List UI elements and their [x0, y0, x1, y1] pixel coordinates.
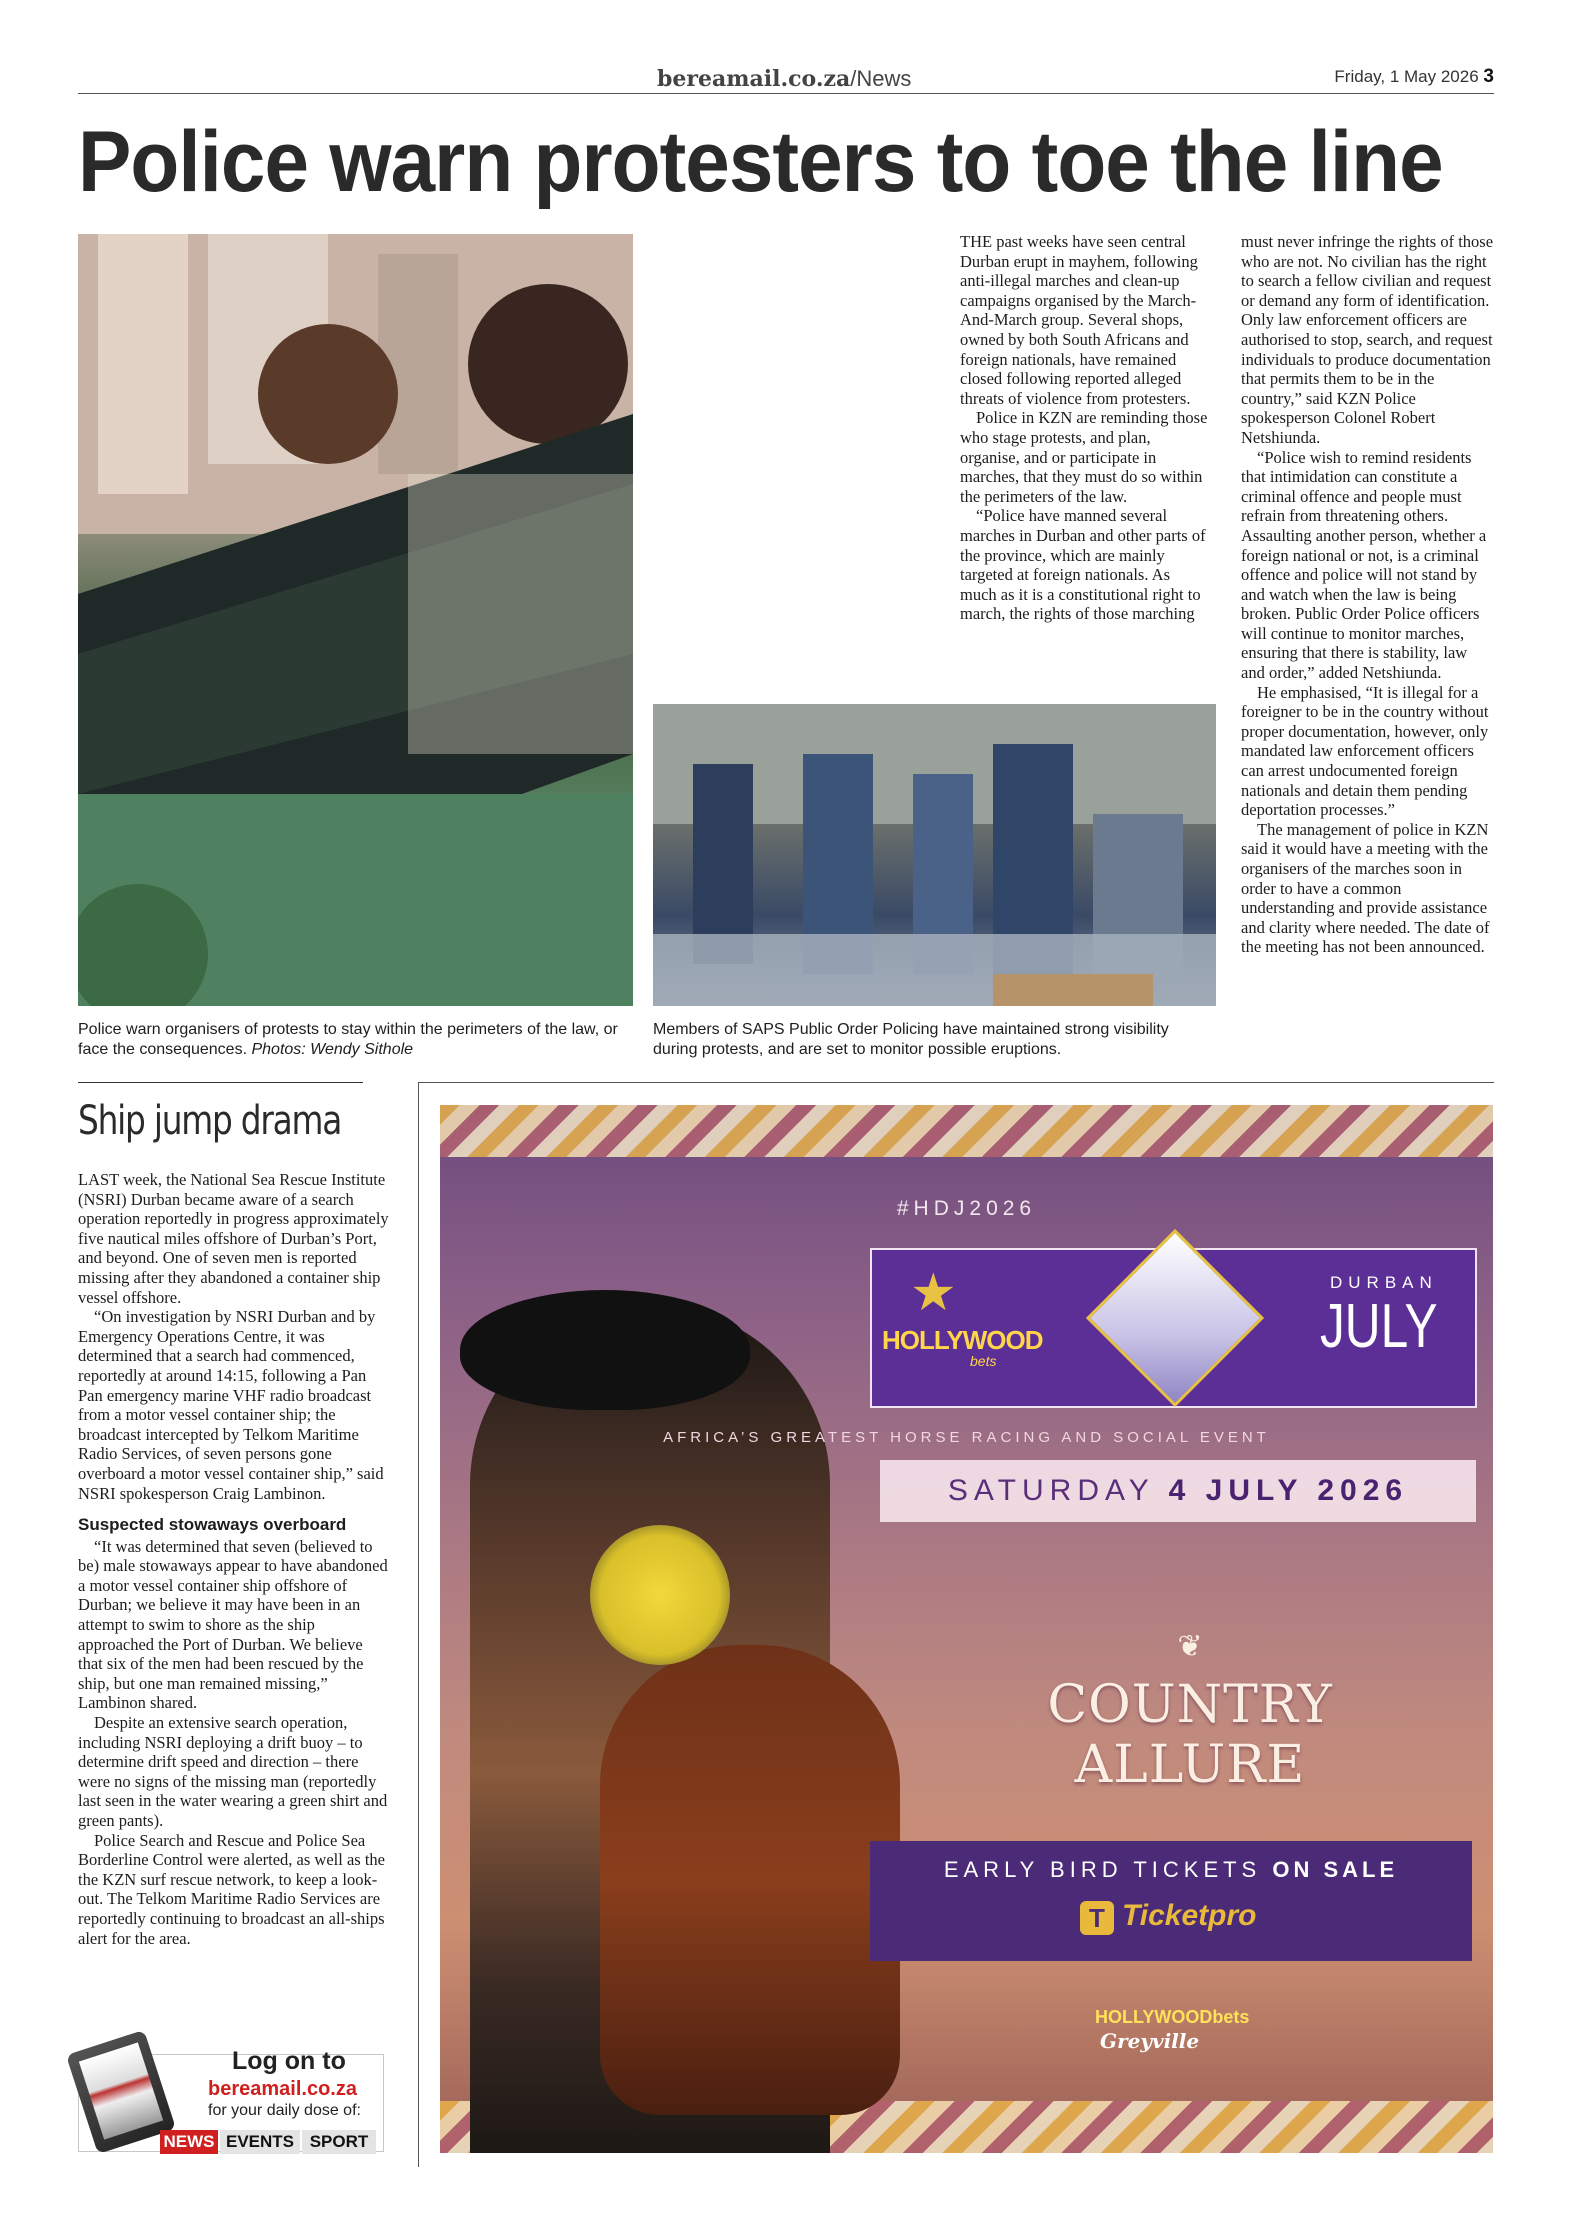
- paragraph: THE past weeks have seen central Durban erupt in mayhem, following anti-illegal marches and clean-up campaigns organised by the March-And-March group. Several shops, owned by both South Africans and foreign nationals, have remained closed following reported alleged threats of violence from protesters.: [960, 232, 1198, 408]
- promo-url-link[interactable]: bereamail.co.za: [208, 2078, 357, 2100]
- promo-tab-news[interactable]: NEWS: [160, 2130, 218, 2154]
- venue-sponsor-logo: HOLLYWOODbets: [1095, 2007, 1250, 2027]
- lead-column-1: [960, 232, 1210, 624]
- caption-main-text: Police warn organisers of protests to stay within the perimeters of the law, or face the consequences.: [78, 1021, 618, 1058]
- ad-frame-left-rule: [418, 1082, 419, 2167]
- paragraph: must never infringe the rights of those who are not. No civilian has the right to search a fellow civilian and request or demand any form of identification. Only law enforcement officers are authorised to stop, search, and request individuals to produce documentation that permits them to be in the country,” said KZN Police spokesperson Colonel Robert Netshiunda.: [1241, 232, 1494, 447]
- venue-logo: Greyville: [1100, 2029, 1200, 2053]
- ad-theme: COUNTRY ALLURE: [1047, 1675, 1333, 1795]
- paragraph: “It was determined that seven (believed to be) male stowaways appear to have abandoned a motor vessel container ship offshore of Durban; we believe it may have been in an attempt to swim to shore as the ship approached the Port of Durban. We believe that six of the men had been rescued by the ship, but one man remained missing,” Lambinon shared.: [78, 1536, 388, 1713]
- caption-protest-photo: [78, 1020, 638, 1060]
- ship-story-rule: [78, 1082, 363, 1083]
- police-photo-art: [653, 704, 1216, 1006]
- protest-photo: [78, 234, 633, 1006]
- ship-subheading: Suspected stowaways overboard: [78, 1515, 347, 1535]
- ad-tagline: AFRICA’S GREATEST HORSE RACING AND SOCIAL EVENT: [663, 1429, 1270, 1446]
- paragraph: “On investigation by NSRI Durban and by Emergency Operations Centre, it was determined that a search had commenced, reportedly at around 14:15, following a Pan Pan emergency marine VHF radio broadcast from a motor vessel container ship; the broadcast intercepted by Telkom Maritime Radio Services, of seven persons gone overboard a motor vessel container ship,” said NSRI spokesperson Craig Lambinon.: [78, 1307, 384, 1503]
- jockey-helmet-icon: [590, 1525, 730, 1665]
- ad-on-sale: ON SALE: [1272, 1857, 1399, 1882]
- promo-tab-sport[interactable]: SPORT: [302, 2130, 376, 2154]
- section-name: /News: [850, 66, 912, 91]
- masthead: [657, 66, 911, 92]
- lead-column-2: [1241, 232, 1494, 957]
- star-icon: ★: [910, 1265, 957, 1322]
- hat-icon: [460, 1290, 750, 1410]
- ad-event-date: [880, 1460, 1476, 1522]
- caption-police-photo: Members of SAPS Public Order Policing have maintained strong visibility during protests, and are set to monitor possible eruptions.: [653, 1021, 1169, 1058]
- sponsor-suffix: bets: [970, 1353, 997, 1369]
- ad-july: JULY: [1320, 1292, 1438, 1361]
- promo-tab-events[interactable]: EVENTS: [220, 2130, 300, 2154]
- promo-tagline: for your daily dose of:: [208, 2102, 361, 2119]
- paragraph: LAST week, the National Sea Rescue Institute (NSRI) Durban became aware of a search operation reportedly in progress approximately five nautical miles offshore of Durban’s Port, and beyond. One of seven men is reported missing after they abandoned a container ship vessel offshore.: [78, 1170, 389, 1307]
- date-text: Friday, 1 May 2026: [1334, 67, 1479, 86]
- photo-credit: Photos: Wendy Sithole: [251, 1041, 414, 1058]
- horse-figure: [600, 1645, 900, 2115]
- ad-early-bird: [870, 1857, 1472, 1883]
- flourish-icon: ❦: [1177, 1629, 1203, 1664]
- site-name[interactable]: bereamail.co.za: [657, 66, 851, 92]
- ad-durban: DURBAN: [1330, 1273, 1438, 1292]
- promo-log-on: Log on to: [232, 2047, 346, 2075]
- paragraph: “Police wish to remind residents that intimidation can constitute a criminal offence and people must refrain from threatening others. Assaulting another person, whether a foreign national or not, is a criminal offence and police will not stand by and watch when the law is being broken. Public Order Police officers will continue to monitor marches, ensuring that there is stability, law and order,” added Netshiunda.: [1241, 447, 1487, 683]
- paragraph: The management of police in KZN said it would have a meeting with the organisers of the marches soon in order to have a common understanding and provide assistance and clarity where needed. The date of the meeting has not been announced.: [1241, 819, 1490, 957]
- paragraph: Police in KZN are reminding those who stage protests, and plan, organise, and or participate in marches, that they must do so within the perimeters of the law.: [960, 408, 1208, 506]
- ticketpro-logo[interactable]: Ticketpro: [1122, 1899, 1257, 1932]
- police-photo: [653, 704, 1216, 1006]
- durban-july-advert[interactable]: [440, 1105, 1493, 2153]
- ticketpro-icon: T: [1080, 1901, 1114, 1935]
- paragraph: “Police have manned several marches in Durban and other parts of the province, which are mainly targeted at foreign nationals. As much as it is a constitutional right to march, the rights of those marching: [960, 506, 1206, 624]
- ad-date-main: 4 JULY 2026: [1168, 1474, 1409, 1507]
- paragraph: He emphasised, “It is illegal for a foreigner to be in the country without proper documentation, however, only mandated law enforcement officers can arrest undocumented foreign nationals and detain them pending deportation processes.”: [1241, 682, 1489, 820]
- page-number: 3: [1483, 66, 1494, 87]
- ad-early-bird-label: EARLY BIRD TICKETS: [943, 1857, 1262, 1882]
- paragraph: Police Search and Rescue and Police Sea Borderline Control were alerted, as well as the the KZN surf rescue network, to keep a look-out. The Telkom Maritime Radio Services are reportedly continuing to broadcast an all-ships alert for the area.: [78, 1830, 385, 1948]
- ad-hashtag: #HDJ2026: [896, 1197, 1037, 1220]
- header-rule: [78, 93, 1494, 94]
- ship-story-headline: Ship jump drama: [78, 1098, 342, 1144]
- ad-frame-top-rule: [418, 1082, 1494, 1083]
- ad-date-day: SATURDAY: [947, 1474, 1155, 1507]
- issue-date: [1334, 66, 1494, 88]
- sponsor-logo: HOLLYWOOD: [882, 1325, 1043, 1355]
- protest-photo-art: [78, 234, 633, 1006]
- lead-headline: Police warn protesters to toe the line: [78, 114, 1443, 210]
- ad-pattern-band-top: [440, 1105, 1493, 1157]
- paragraph: Despite an extensive search operation, including NSRI deploying a drift buoy – to determine drift speed and direction – there were no signs of the missing man (reportedly last seen in the water wearing a green shirt and green pants).: [78, 1713, 388, 1830]
- ship-story-body: [78, 1170, 391, 1948]
